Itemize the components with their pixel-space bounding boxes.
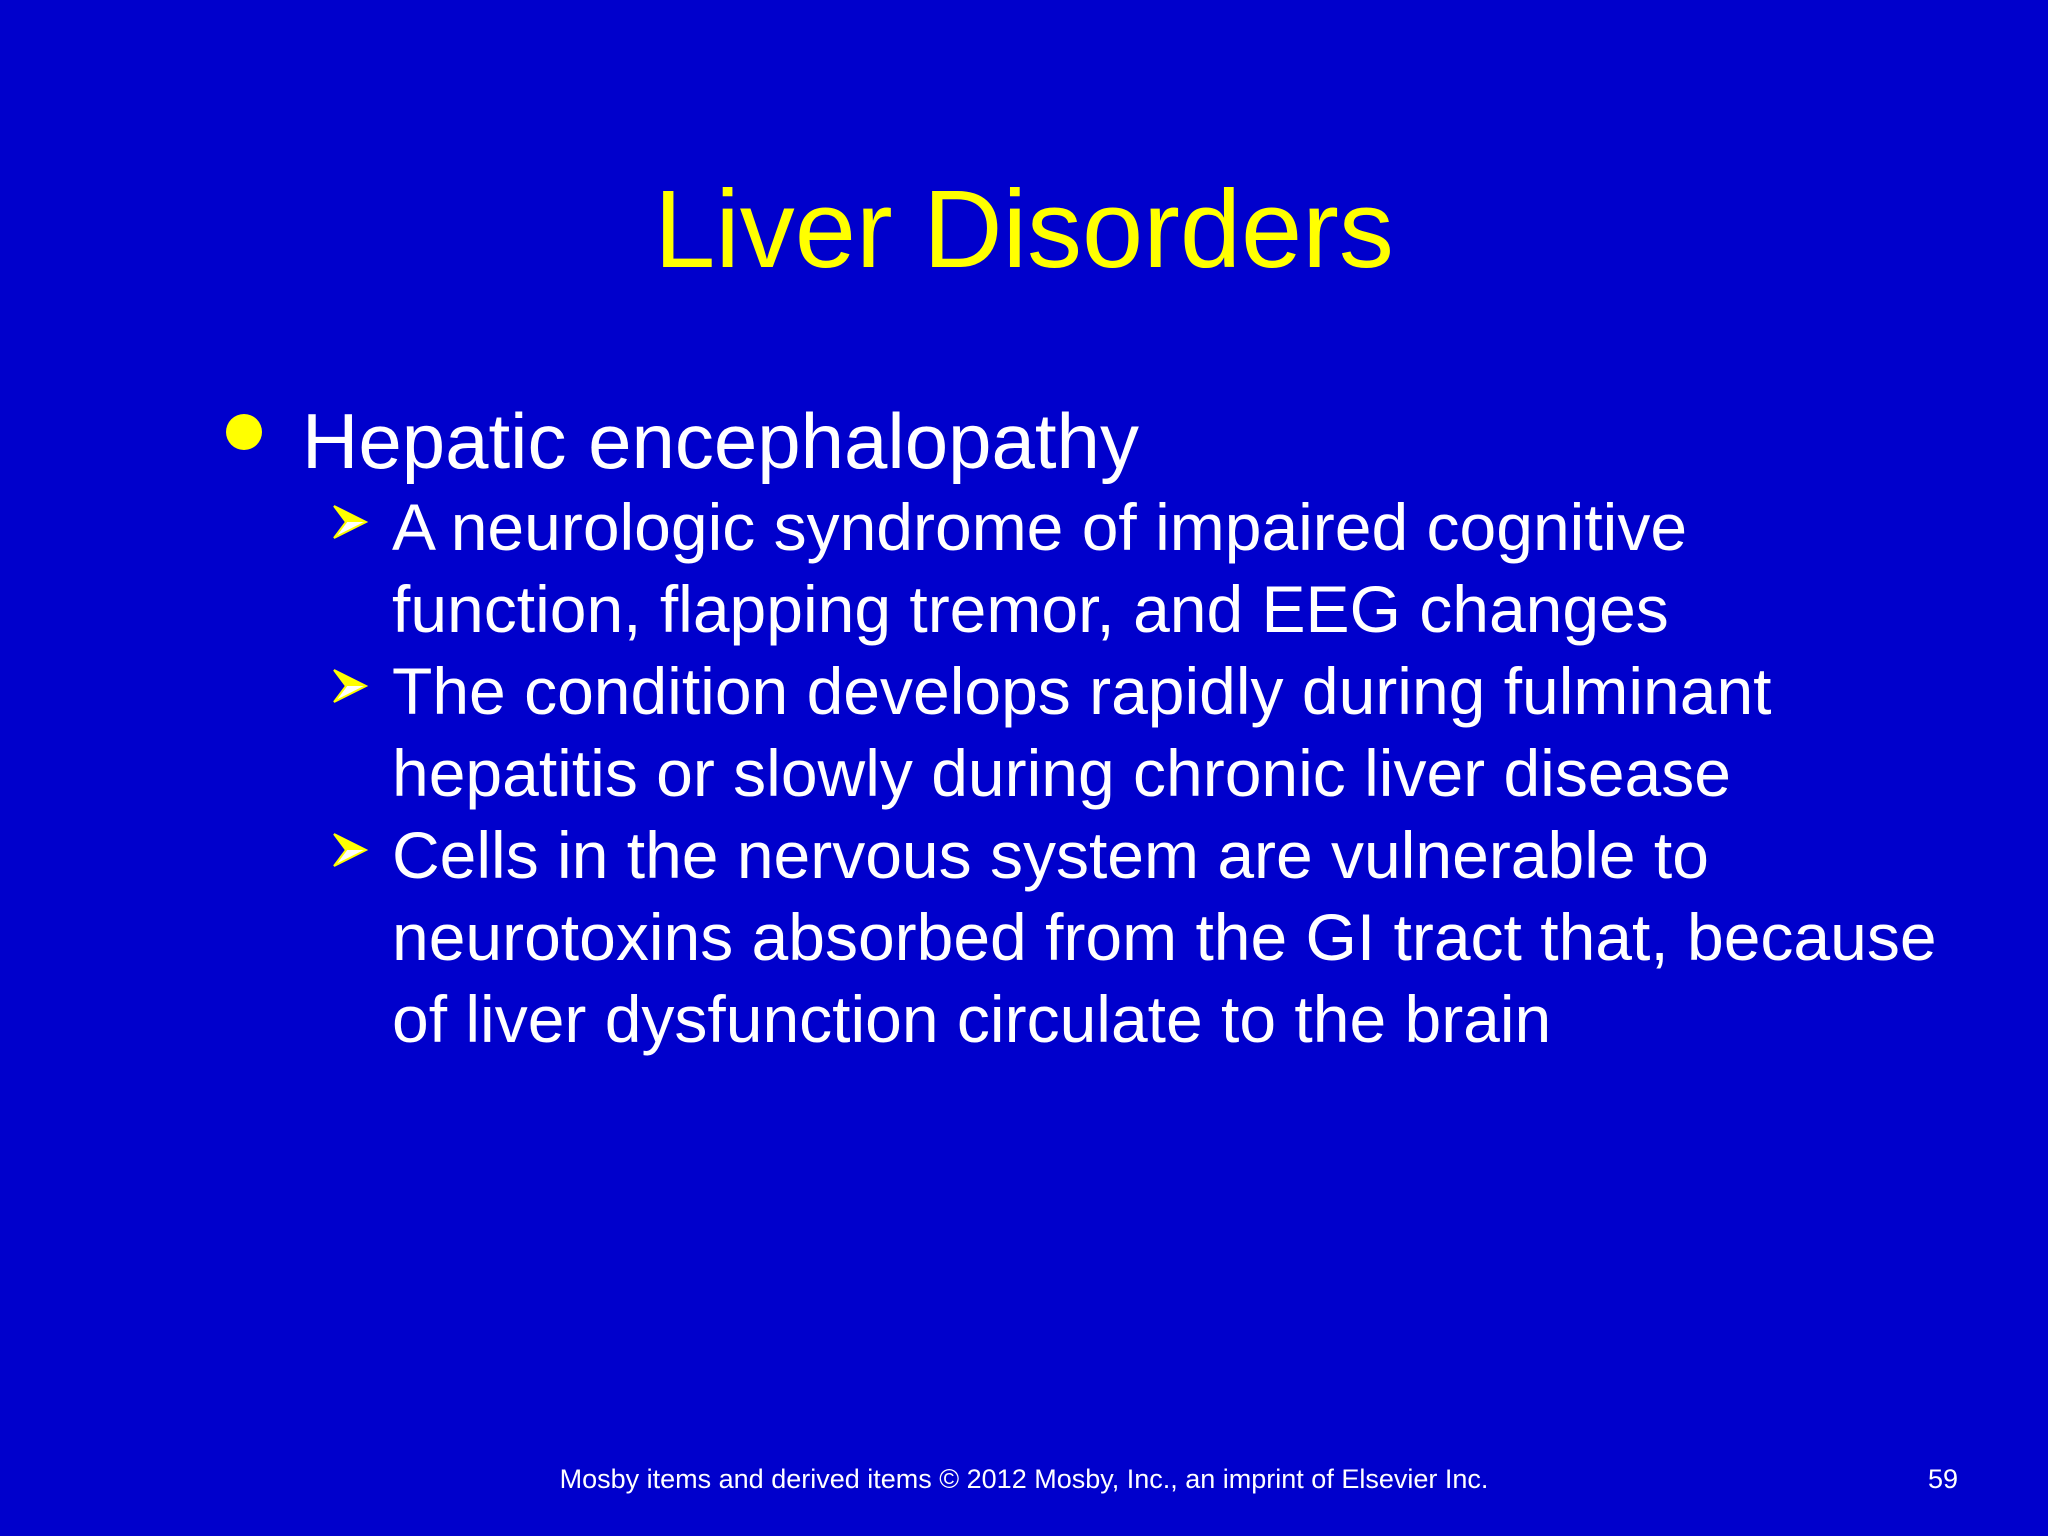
arrowhead-icon (330, 666, 370, 706)
copyright-footer: Mosby items and derived items © 2012 Mosby, Inc., an imprint of Elsevier Inc. (559, 1464, 1489, 1494)
arrowhead-icon (330, 502, 370, 542)
sub-bullet-text: The condition develops rapidly during fulminant hepatitis or slowly during chronic liver disease (392, 654, 1772, 810)
bullet-text: Hepatic encephalopathy (302, 397, 1139, 485)
sub-bullet-text: A neurologic syndrome of impaired cognitive function, flapping tremor, and EEG changes (392, 490, 1688, 646)
arrowhead-icon (330, 830, 370, 870)
slide-title: Liver Disorders (654, 168, 1394, 291)
round-bullet-icon (226, 414, 262, 450)
page-number: 59 (1928, 1464, 1959, 1494)
sub-bullet-text: Cells in the nervous system are vulnerable to neurotoxins absorbed from the GI tract that, because of liver dysfunction circulate to the brain (392, 818, 1937, 1056)
